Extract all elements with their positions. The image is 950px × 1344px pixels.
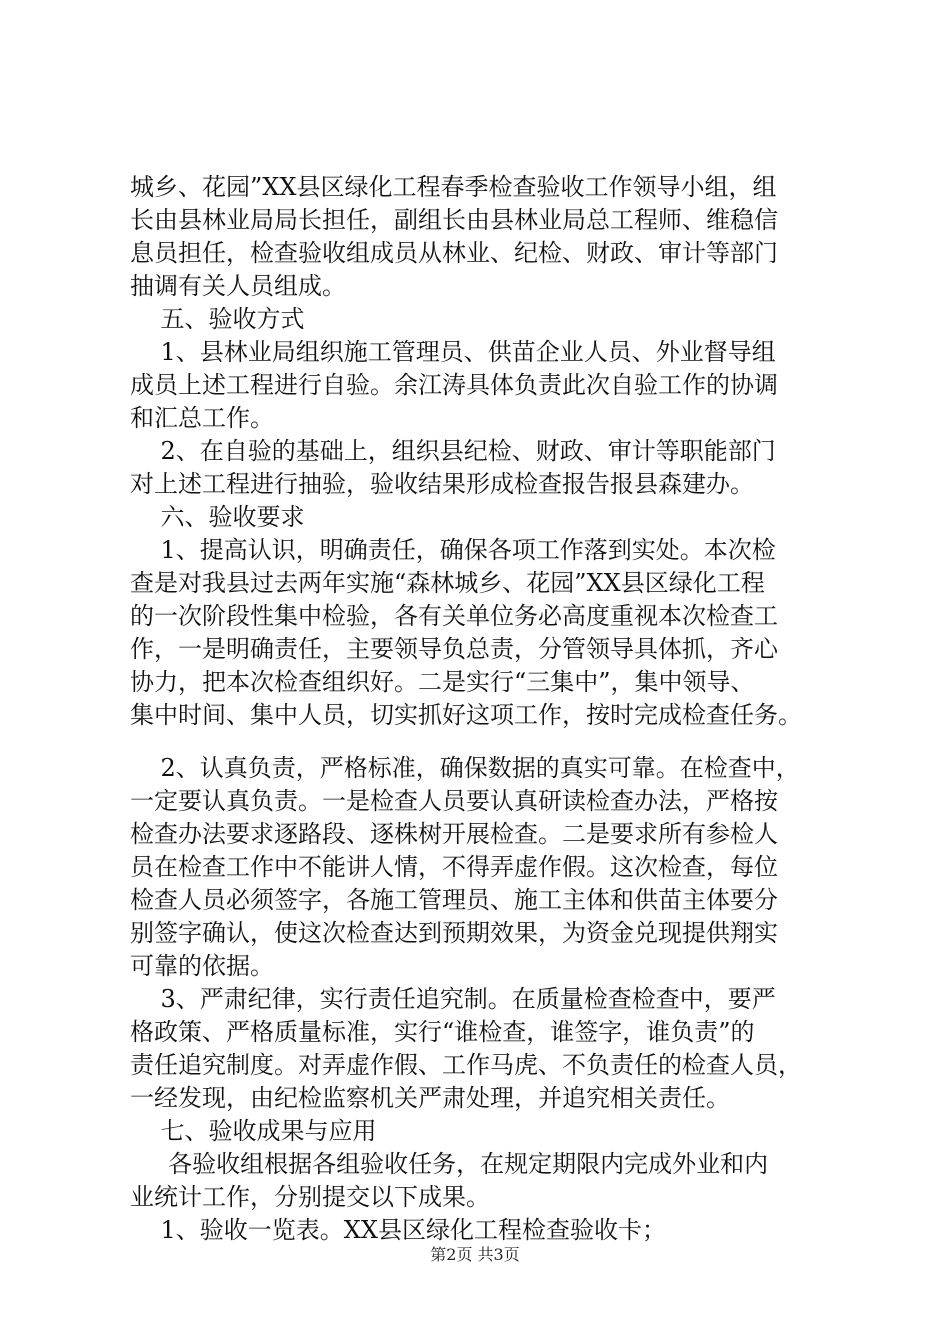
text-line: 集中时间、集中人员，切实抓好这项工作，按时完成检查任务。 [130,701,802,729]
text-line: 1、验收一览表。XX县区绿化工程检查验收卡； [130,1216,666,1244]
section-heading: 七、验收成果与应用 [130,1117,377,1145]
text-line: 责任追究制度。对弄虚作假、工作马虎、不负责任的检查人员， [130,1051,802,1079]
text-line: 和汇总工作。 [130,404,274,432]
text-line: 长由县林业局局长担任，副组长由县林业局总工程师、维稳信 [130,206,778,234]
text-line: 各验收组根据各组验收任务，在规定期限内完成外业和内 [130,1150,769,1178]
text-line: 1、提高认识，明确责任，确保各项工作落到实处。本次检 [130,536,776,564]
text-line: 一经发现，由纪检监察机关严肃处理，并追究相关责任。 [130,1084,730,1112]
text-line: 业统计工作，分别提交以下成果。 [130,1183,490,1211]
section-heading: 六、验收要求 [130,503,305,531]
text-line: 对上述工程进行抽验，验收结果形成检查报告报县森建办。 [130,470,754,498]
text-line: 3、严肃纪律，实行责任追究制。在质量检查检查中，要严 [130,985,776,1013]
text-line: 协力，把本次检查组织好。二是实行“三集中”，集中领导、 [130,668,755,696]
text-line: 1、县林业局组织施工管理员、供苗企业人员、外业督导组 [130,338,776,366]
text-line: 成员上述工程进行自验。余江涛具体负责此次自验工作的协调 [130,371,778,399]
text-line: 别签字确认，使这次检查达到预期效果，为资金兑现提供翔实 [130,919,778,947]
text-line: 查是对我县过去两年实施“森林城乡、花园”XX县区绿化工程 [130,569,765,597]
text-line: 2、在自验的基础上，组织县纪检、财政、审计等职能部门 [130,437,776,465]
text-line: 作，一是明确责任，主要领导负总责，分管领导具体抓，齐心 [130,635,778,663]
text-line: 检查人员必须签字，各施工管理员、施工主体和供苗主体要分 [130,886,778,914]
text-line: 一定要认真负责。一是检查人员要认真研读检查办法，严格按 [130,787,778,815]
text-line: 城乡、花园”XX县区绿化工程春季检查验收工作领导小组，组 [130,173,777,201]
text-line: 可靠的依据。 [130,952,274,980]
text-line: 抽调有关人员组成。 [130,272,346,300]
text-line: 员在检查工作中不能讲人情，不得弄虚作假。这次检查，每位 [130,853,778,881]
section-heading: 五、验收方式 [130,305,305,333]
text-line: 格政策、严格质量标准，实行“谁检查，谁签字，谁负责”的 [130,1018,755,1046]
text-line: 2、认真负责，严格标准，确保数据的真实可靠。在检查中， [130,754,800,782]
text-line: 的一次阶段性集中检验，各有关单位务必高度重视本次检查工 [130,602,778,630]
text-line: 息员担任，检查验收组成员从林业、纪检、财政、审计等部门 [130,239,778,267]
text-line: 检查办法要求逐路段、逐株树开展检查。二是要求所有参检人 [130,820,778,848]
page-footer: 第2页 共3页 [430,1245,520,1264]
